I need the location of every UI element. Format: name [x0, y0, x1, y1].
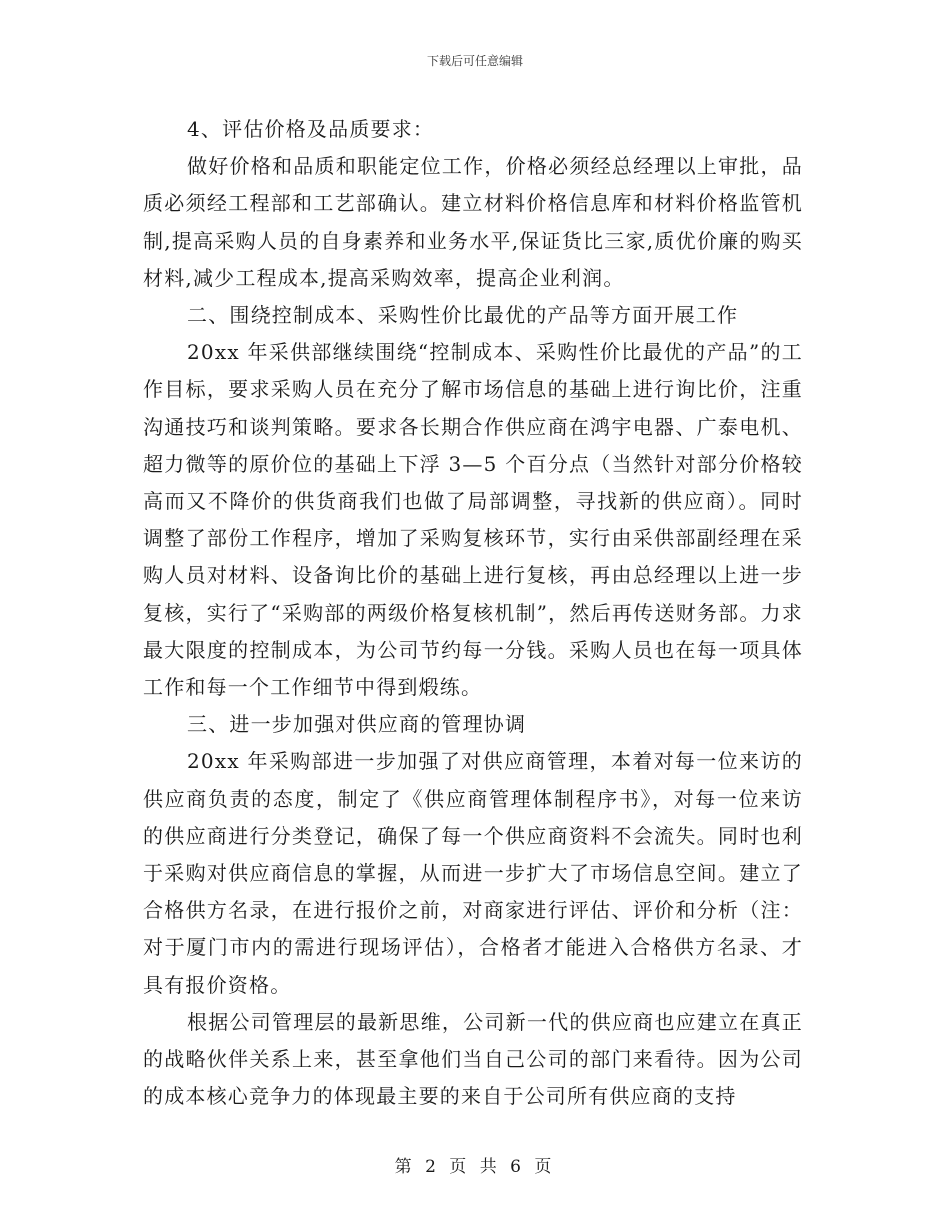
document-body: [143, 111, 803, 1115]
paragraph-cost-control: 20xx 年采供部继续围绕“控制成本、采购性价比最优的产品”的工作目标，要求采购人员在充分了解市场信息的基础上进行询比价，注重沟通技巧和谈判策略。要求各长期合作供应商在鸿宇电器、广泰电机、超力微等的原价位的基础上下浮 3—5 个百分点（当然针对部分价格较高而又不降价的供货商我们也做了局部调整，寻找新的供应商）。同时调整了部份工作程序，增加了采购复核环节，实行由采供部副经理在采购人员对材料、设备询比价的基础上进行复核，再由总经理以上进一步复核，实行了“采购部的两级价格复核机制”，然后再传送财务部。力求最大限度的控制成本，为公司节约每一分钱。采购人员也在每一项具体工作和每一个工作细节中得到煅练。: [143, 340, 803, 700]
paragraph-strategic-partner: 根据公司管理层的最新思维，公司新一代的供应商也应建立在真正的战略伙伴关系上来，甚至拿他们当自己公司的部门来看待。因为公司的成本核心竞争力的体现最主要的来自于公司所有供应商的支持: [143, 1009, 803, 1109]
page-header: 下载后可任意编辑: [426, 54, 523, 68]
paragraph-section-2-heading: 二、围绕控制成本、采购性价比最优的产品等方面开展工作: [187, 303, 739, 328]
paragraph-supplier-management: 20xx 年采购部进一步加强了对供应商管理，本着对每一位来访的供应商负责的态度，制定了《供应商管理体制程序书》，对每一位来访的供应商进行分类登记，确保了每一个供应商资料不会流失。同时也利于采购对供应商信息的掌握，从而进一步扩大了市场信息空间。建立了合格供方名录，在进行报价之前，对商家进行评估、评价和分析（注：对于厦门市内的需进行现场评估），合格者才能进入合格供方名录、才具有报价资格。: [143, 749, 803, 997]
paragraph-price-quality: 做好价格和品质和职能定位工作，价格必须经总经理以上审批，品质必须经工程部和工艺部确认。建立材料价格信息库和材料价格监管机制,提高采购人员的自身素养和业务水平,保证货比三家,质优价廉的购买材料,减少工程成本,提高采购效率，提高企业利润。: [143, 154, 803, 290]
paragraph-section-4-title: 4、评估价格及品质要求：: [187, 117, 435, 141]
page-footer: 第 2 页 共 6 页: [394, 1157, 556, 1177]
paragraph-section-3-heading: 三、进一步加强对供应商的管理协调: [187, 712, 527, 737]
